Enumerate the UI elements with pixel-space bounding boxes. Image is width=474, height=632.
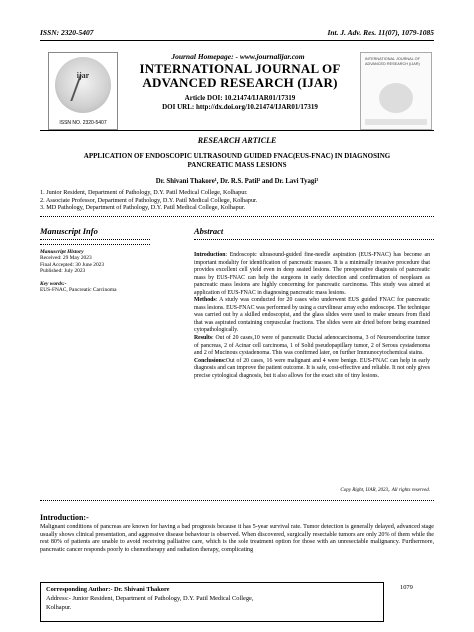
journal-cover-thumbnail [360, 52, 432, 130]
received-date: Received: 29 May 2023 [40, 255, 92, 262]
corresponding-author: Corresponding Author:- Dr. Shivani Thakore [46, 586, 170, 593]
intro-label: Introduction [194, 252, 226, 258]
journal-title [118, 62, 362, 90]
journal-homepage[interactable]: Journal Homepage: - www.journalijar.com [171, 52, 305, 61]
results-text: : Out of 20 cases,10 were of pancreatic Ductal adenocarcinoma, 3 of Neuroendocrine tumor of pancreas, 2 of Acinar cell carcinoma, 1 of Solid pseudopapillary tumor, 2 of Serous cystadenoma and 2 of Mucinous cystadenoma. This was confirmed later, on further Immunocytochemical stains. [194, 335, 430, 357]
keywords-label: Key words:- [40, 280, 67, 287]
keywords: EUS-FNAC, Pancreatic Carcinoma [40, 287, 117, 294]
abstract-results [194, 335, 430, 358]
corresponding-address: Address:- Junior Resident, Department of Pathology, D.Y. Patil Medical College, [46, 595, 254, 602]
published-date: Published: July 2023 [40, 268, 86, 275]
section-divider [40, 216, 434, 217]
manuscript-info-divider [40, 239, 150, 240]
affiliation-1: 1. Junior Resident, Department of Pathology, D.Y. Patil Medical College, Kolhapur. [40, 189, 248, 196]
results-label: Results [194, 335, 213, 342]
abstract-body [194, 252, 430, 380]
abstract-end-divider [40, 500, 434, 501]
header-rule [40, 40, 434, 41]
conclusions-label: Conclusions: [194, 357, 226, 364]
affiliation-3: 3. MD Pathology, Department of Pathology, D.Y. Patil Medical College, Kolhapur. [40, 204, 246, 212]
page-number: 1079 [400, 584, 413, 591]
introduction-heading: Introduction:- [40, 513, 89, 522]
logo-issn: ISSN NO. 2320-5407 [59, 120, 107, 126]
article-title-line-1: APPLICATION OF ENDOSCOPIC ULTRASOUND GUIDED FNAC(EUS-FNAC) IN DIAGNOSING [83, 152, 391, 160]
methods-label: Methods [194, 297, 216, 304]
journal-logo [48, 52, 118, 130]
abstract-heading: Abstract [194, 226, 224, 236]
corresponding-author-box [40, 582, 384, 622]
cover-image [379, 83, 413, 113]
article-title-line-2: PANCREATIC MASS LESIONS [187, 160, 287, 169]
manuscript-info-heading: Manuscript Info [40, 226, 98, 236]
author-list: Dr. Shivani Thakore¹, Dr. R.S. Patil² and Dr. Lavi Tyagi³ [155, 178, 319, 185]
corresponding-address-city: Kolhapur. [46, 604, 72, 611]
doi-block [120, 94, 360, 112]
cover-footer [365, 119, 427, 125]
intro-text: : Endoscopic ultrasound-guided fine-needle aspiration (EUS-FNAC) has become an important modality for identification of pancreatic masses. It is a minimally invasive procedure that provides excellent cell yield even in deep seated lesions. The preoperative diagnosis of pancreatic mass by EUS-FNAC can help the surgeons in early detection and confirmation of neoplasm as pancreatic mass lesions are highly concerning for pancreatic carcinoma. This study was aimed at application of EUS-FNAC in diagnosing pancreatic mass lesions. [194, 252, 430, 296]
abstract-conclusions [194, 358, 430, 381]
manuscript-info [40, 226, 150, 293]
manuscript-info-divider-2 [40, 244, 150, 245]
cover-title: INTERNATIONAL JOURNAL OF ADVANCED RESEARCH (IJAR) [365, 57, 420, 66]
affiliations [40, 189, 434, 212]
affiliation-2: 2. Associate Professor, Department of Pathology, D.Y. Patil Medical College, Kolhapur. [40, 196, 258, 204]
abstract-header [194, 226, 434, 240]
final-accepted-date: Final Accepted: 30 June 2023 [40, 261, 105, 268]
article-title [48, 152, 426, 169]
introduction-text: Malignant conditions of pancreas are known for having a bad prognosis because it has 5-year survival rate. Tumor detection is generally delayed, advanced stage usually shows clinical presentation, and aggressive disease behaviour is observed. When discovered, surgically resectable tumors are only 20% of them while the rest 80% of patients are unable to avoid receiving palliative care, which is the sole treatment option for those with an unresectable malignancy. Furthermore, pancreatic cancer responds poorly to chemotherapy and radiation therapy, complicating [40, 524, 434, 553]
conclusions-text: Out of 20 cases, 16 were malignant and 4 were benign. EUS-FNAC can help in early diagnosis and can improve the patient outcome. It is safe, cost-effective and reliable. It not only gives precise cytological diagnosis, but it also allows for the exact site of tiny lesions. [194, 357, 430, 379]
doi-url-link[interactable]: DOI URL: http://dx.doi.org/10.21474/IJAR01/17319 [162, 103, 318, 111]
issn-text: ISSN: 2320-5407 [40, 28, 94, 37]
article-type: RESEARCH ARTICLE [197, 136, 277, 145]
methods-text: : A study was conducted for 20 cases who underwent EUS guided FNAC for pancreatic mass lesions. EUS-FNAC was performed by using a curvilinear array echo endoscope. The technique was carried out by a skilled endoscopist, and the glass slides were used to make smears from fluid that was aspirated containing corpuscular fractions. The slides were air dried before being examined cytopathologically. [194, 297, 430, 334]
journal-title-line-1: INTERNATIONAL JOURNAL OF [139, 61, 341, 76]
citation-text: Int. J. Adv. Res. 11(07), 1079-1085 [327, 28, 434, 37]
abstract-methods [194, 297, 430, 335]
article-doi: Article DOI: 10.21474/IJAR01/17319 [184, 94, 296, 102]
copyright-notice: Copy Right, IJAR, 2023,. All rights reserved. [340, 488, 430, 493]
logo-text: ijar [76, 71, 90, 80]
journal-title-line-2: ADVANCED RESEARCH (IJAR) [142, 75, 338, 90]
history-label: Manuscript History [40, 249, 84, 255]
abstract-divider [194, 239, 434, 240]
abstract-introduction [194, 252, 430, 297]
